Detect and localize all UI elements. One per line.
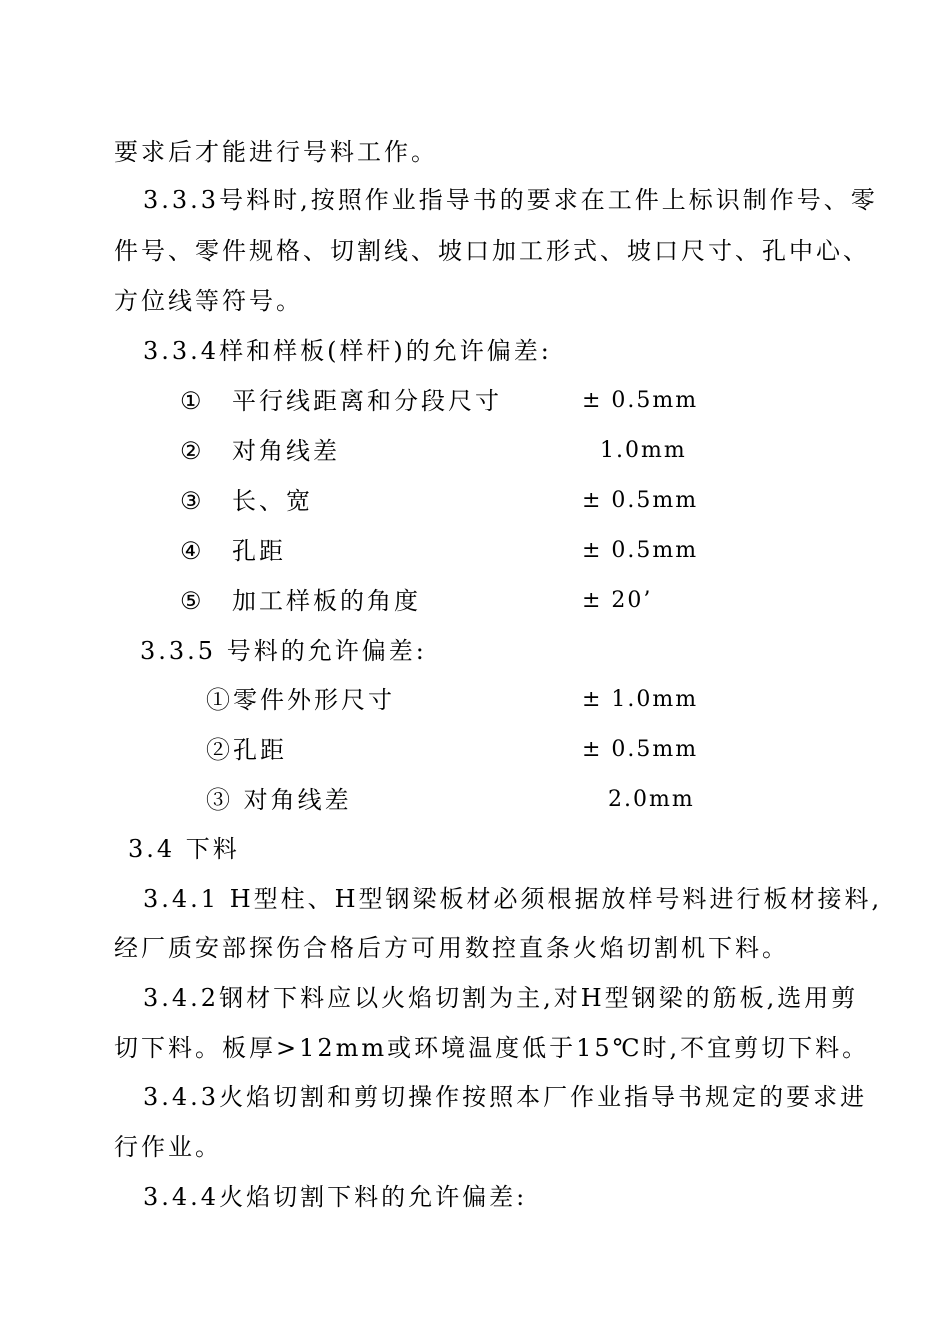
list-label: 孔距 (232, 537, 286, 565)
list-label: 平行线距离和分段尺寸 (232, 387, 502, 415)
list-label: ①零件外形尺寸 (206, 686, 395, 714)
list-label: ③ 对角线差 (206, 786, 352, 814)
tolerance-value: 1.0mm (600, 438, 687, 463)
list-number: ② (180, 437, 205, 465)
list-label: 对角线差 (232, 437, 340, 465)
list-label: 加工样板的角度 (232, 587, 421, 615)
paragraph-line: 要求后才能进行号料工作。 (114, 138, 438, 166)
list-label: ②孔距 (206, 736, 287, 764)
tolerance-value: ± 20’ (582, 588, 653, 613)
list-number: ⑤ (180, 587, 205, 615)
section-heading: 3.3.4样和样板(样杆)的允许偏差: (143, 337, 552, 365)
paragraph-line: 件号、零件规格、切割线、坡口加工形式、坡口尺寸、孔中心、 (114, 237, 870, 265)
section-heading: 3.4.4火焰切割下料的允许偏差: (143, 1183, 528, 1211)
list-number: ① (180, 387, 205, 415)
paragraph-line: 行作业。 (114, 1133, 222, 1161)
tolerance-value: 2.0mm (608, 787, 695, 812)
list-number: ③ (180, 487, 205, 515)
tolerance-value: ± 0.5mm (582, 538, 699, 563)
paragraph-line: 方位线等符号。 (114, 287, 303, 315)
paragraph-line: 3.4.1 H型柱、H型钢梁板材必须根据放样号料进行板材接料, (143, 885, 883, 913)
paragraph-line: 3.3.3号料时,按照作业指导书的要求在工件上标识制作号、零 (143, 186, 878, 214)
list-number: ④ (180, 537, 205, 565)
tolerance-value: ± 0.5mm (582, 488, 699, 513)
section-heading: 3.4 下料 (128, 835, 240, 863)
tolerance-value: ± 1.0mm (582, 687, 699, 712)
paragraph-line: 切下料。板厚>12mm或环境温度低于15℃时,不宜剪切下料。 (114, 1034, 870, 1062)
paragraph-line: 经厂质安部探伤合格后方可用数控直条火焰切割机下料。 (114, 934, 789, 962)
list-label: 长、宽 (232, 487, 313, 515)
paragraph-line: 3.4.2钢材下料应以火焰切割为主,对H型钢梁的筋板,选用剪 (143, 984, 859, 1012)
tolerance-value: ± 0.5mm (582, 737, 699, 762)
paragraph-line: 3.4.3火焰切割和剪切操作按照本厂作业指导书规定的要求进 (143, 1083, 868, 1111)
section-heading: 3.3.5 号料的允许偏差: (140, 637, 427, 665)
tolerance-value: ± 0.5mm (582, 388, 699, 413)
